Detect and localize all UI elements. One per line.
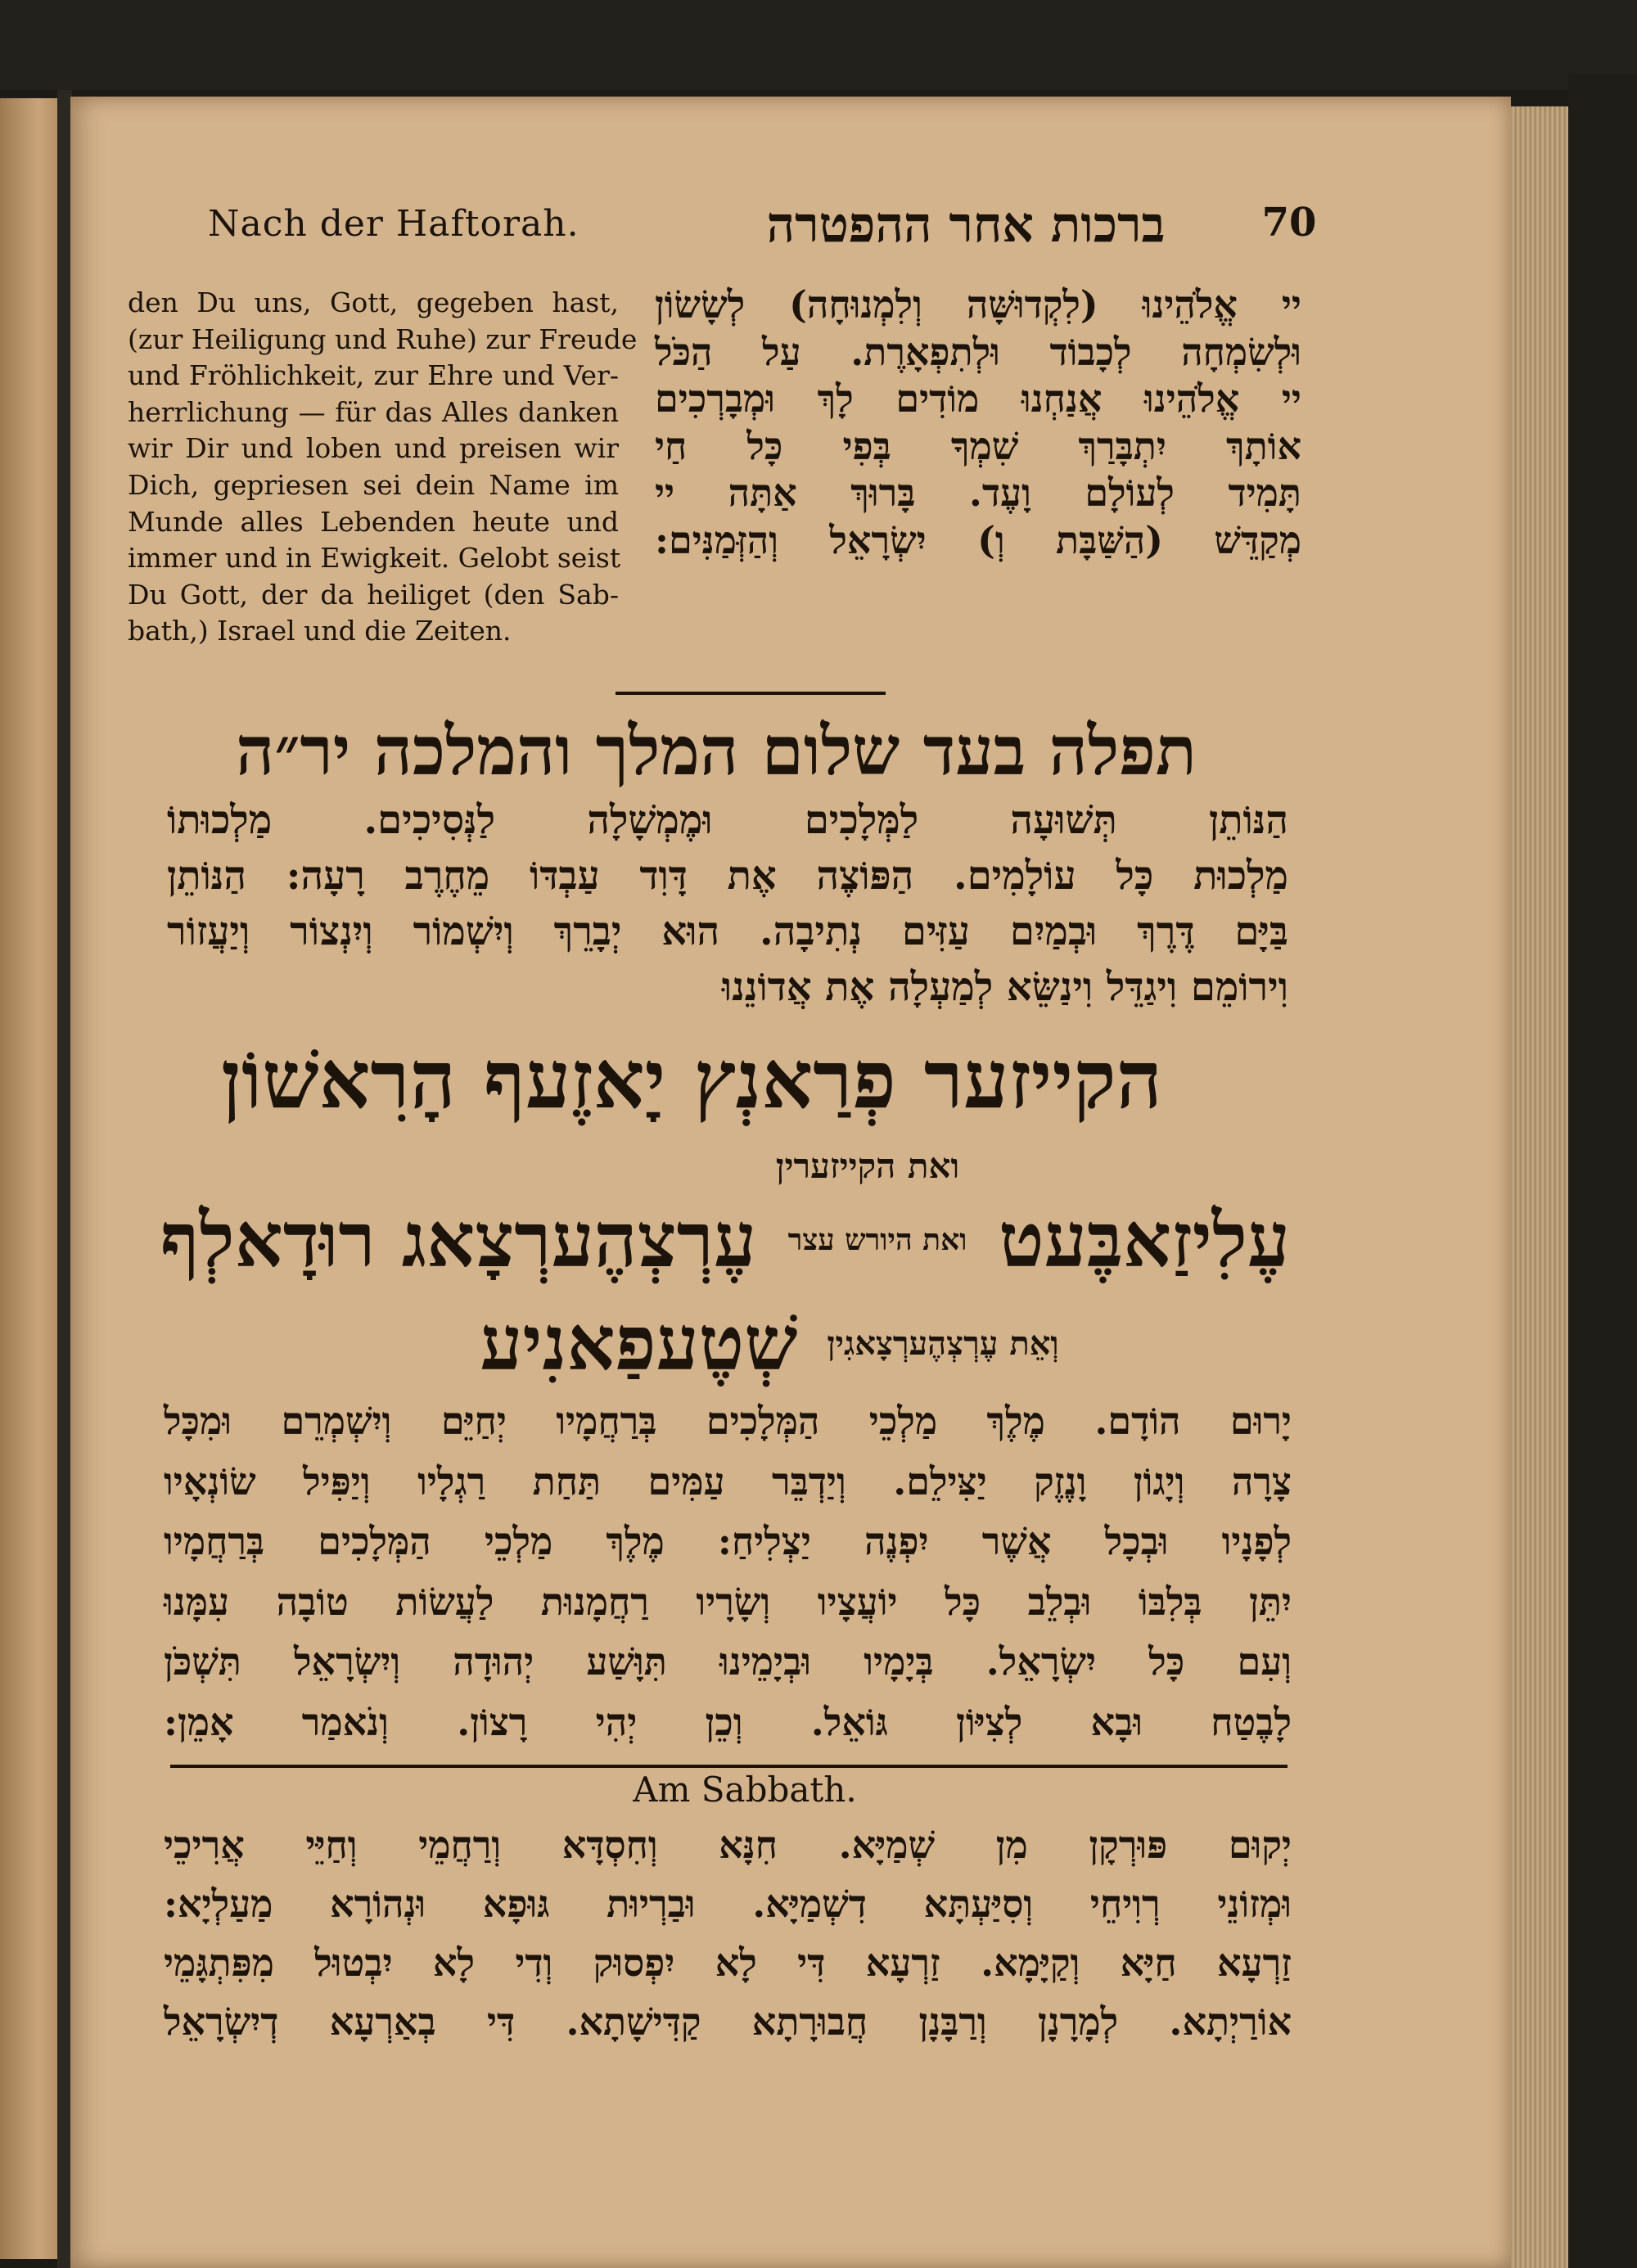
ve-et-archduchess-label: וְאֵת עֶרְצְהֶערְצָאגִין <box>827 1323 1059 1363</box>
blessing-line: יָרוּם הוֹדָם. מֶלֶךְ מַלְכֵי הַמְּלָכִים בְּרַחֲמָיו יְחַיֵּם וְיִשְׁמְרֵם וּמִכָּל <box>164 1399 1292 1443</box>
german-line: herrlichung — für das Alles danken <box>128 395 619 428</box>
blessing-line: לָבֶטַח וּבָא לְצִיּוֹן גּוֹאֵל. וְכֵן יְהִי רָצוֹן. וְנֹאמַר אָמֵן: <box>164 1699 1292 1744</box>
royal-names-line <box>160 1191 1290 1289</box>
yekum-purkan-line: יְקוּם פּוּרְקָן מִן שְׁמַיָּא. חִנָּא וְחִסְדָּא וְרַחֲמֵי וְחַיֵּי אֲרִיכֵי <box>164 1823 1292 1867</box>
prayer-title: תפלה בעד שלום המלך והמלכה יר״ה <box>236 712 1197 791</box>
book-cover-top <box>0 0 1637 90</box>
ve-et-kaiserin: ואת הקייזערין <box>775 1146 960 1186</box>
archduchess-line <box>368 1298 1170 1388</box>
blessing-line: צָרָה וְיָגוֹן וָנֶזֶק יַצִּילֵם. וְיַדְבֵּר עַמִּים תַּחַת רַגְלָיו וְיַפִּיל שׂוֹנְאָיו <box>164 1459 1292 1504</box>
running-head-hebrew: ברכות אחר ההפטרה <box>766 196 1166 254</box>
blessing-line: יִתֵּן בְּלִבּוֹ וּבְלֵב כָּל יוֹעֲצָיו וְשָׂרָיו רַחֲמָנוּת לַעֲשׂוֹת טוֹבָה עִמָּנוּ <box>164 1579 1292 1624</box>
yekum-purkan-line: וּמְזוֹנֵי רְוִיחֵי וְסִיַּעְתָּא דִשְׁמַיָּא. וּבַרְיוּת גּוּפָא וּנְהוֹרָא מַעַלְיָא: <box>164 1882 1292 1926</box>
previous-page-edge <box>0 98 64 2259</box>
german-line: Du Gott, der da heiliget (den Sab- <box>128 578 619 611</box>
blessing-paragraph <box>164 1391 1292 1752</box>
hebrew-line: מְקַדֵּשׁ (הַשַּׁבָּת וְ) יִשְׂרָאֵל וְהַזְּמַנִּים: <box>655 517 1301 562</box>
prayer-line: וִירוֹמֵם וִיגַדֵּל וִינַשֵּׂא לְמַעְלָה אֶת אֲדוֹנֵנוּ <box>721 964 1288 1010</box>
prayer-line: הַנּוֹתֵן תְּשׁוּעָה לַמְּלָכִים וּמֶמְשָׁלָה לַנְּסִיכִים. מַלְכוּתוֹ <box>167 797 1288 843</box>
german-line: (zur Heiligung und Ruhe) zur Freude <box>128 322 638 355</box>
prayer-line: מַלְכוּת כָּל עוֹלָמִים. הַפּוֹצֶה אֶת דָּוִד עַבְדּוֹ מֵחֶרֶב רָעָה: הַנּוֹתֵן <box>167 853 1289 899</box>
archduchess-name: שְׁטֶעפַאנִיע <box>480 1299 798 1387</box>
german-line: und Fröhlichkeit, zur Ehre und Ver- <box>128 359 619 392</box>
german-line: Munde alles Lebenden heute und <box>128 505 619 538</box>
prayer-line: בַּיָּם דֶּרֶךְ וּבְמַיִם עַזִּים נְתִיבָה. הוּא יְבָרֵךְ וְיִשְׁמוֹר וְיִנְצוֹר וְיַעֲזוֹר <box>167 909 1288 954</box>
hebrew-line: תָּמִיד לְעוֹלָם וָעֶד. בָּרוּךְ אַתָּה יי <box>655 471 1301 515</box>
hebrew-line: וּלְשִׂמְחָה לְכָבוֹד וּלְתִפְאָרֶת. עַל הַכֹּל <box>655 329 1301 374</box>
emperor-name: הקייזער פְרַאנְץ יָאזֶעף הָרִאשׁוֹן <box>221 1033 1162 1127</box>
yekum-purkan-paragraph <box>164 1815 1292 2077</box>
sabbath-label: Am Sabbath. <box>633 1770 857 1810</box>
hebrew-line: יי אֱלֹהֵינוּ (לִקְדוּשָּׁה וְלִמְנוּחָה) לְשָׂשׂוֹן <box>655 282 1301 327</box>
yekum-purkan-line: זַרְעָא חַיָּא וְקַיָּמָא. זַרְעָא דִּי לָא יִפְסוּק וְדִי לָא יִבְטוּל מִפִּתְגָּמֵי <box>164 1941 1292 1985</box>
book-cover-right <box>1568 74 1637 2268</box>
running-head-german: Nach der Haftorah. <box>208 203 579 245</box>
hebrew-blessing-column <box>655 282 1301 658</box>
section-divider <box>170 1765 1288 1768</box>
german-line: Dich, gepriesen sei dein Name im <box>128 468 619 501</box>
archduke-name: עֶרְצְהֶערְצָאג רוּדָאלְף <box>160 1196 757 1284</box>
hebrew-line: יי אֱלֹהֵינוּ אֲנַחְנוּ מוֹדִים לָךְ וּמְבָרְכִים <box>655 376 1301 421</box>
hebrew-line: אוֹתָךְ יִתְבָּרַךְ שִׁמְךָ בְּפִי כָּל חַי <box>655 423 1301 468</box>
page-number: 70 <box>1261 200 1317 246</box>
section-divider <box>616 692 886 695</box>
page-stack-edge <box>1511 106 1568 2268</box>
prayer-paragraph <box>167 792 1288 1030</box>
german-line: wir Dir und loben und preisen wir <box>128 432 619 465</box>
blessing-line: וְעִם כָּל יִשְׂרָאֵל. בְּיָמָיו וּבְיָמֵינוּ תִּוָּשַׁע יְהוּדָה וְיִשְׂרָאֵל תִּשְׁכֹּן <box>164 1639 1292 1684</box>
yekum-purkan-line: אוֹרַיְתָא. לְמָרָנָן וְרַבָּנָן חֲבוּרָתָא קַדִּישָׁתָא. דִּי בְאַרְעָא דְיִשְׂרָאֵל <box>164 2000 1292 2044</box>
empress-name: עֶלִיזַאבֶּעט <box>999 1196 1290 1284</box>
german-line: immer und in Ewigkeit. Gelobt seist <box>128 542 621 575</box>
blessing-line: לְפָנָיו וּבְכָל אֲשֶׁר יִפְנֶה יַצְלִיחַ: מֶלֶךְ מַלְכֵי הַמְּלָכִים בְּרַחֲמָיו <box>164 1519 1292 1563</box>
german-line: bath,) Israel und die Zeiten. <box>128 615 512 647</box>
ve-et-heir-label: ואת היורש עצר <box>787 1223 967 1257</box>
german-translation-column <box>128 285 638 653</box>
german-line: den Du uns, Gott, gegeben hast, <box>128 286 619 318</box>
